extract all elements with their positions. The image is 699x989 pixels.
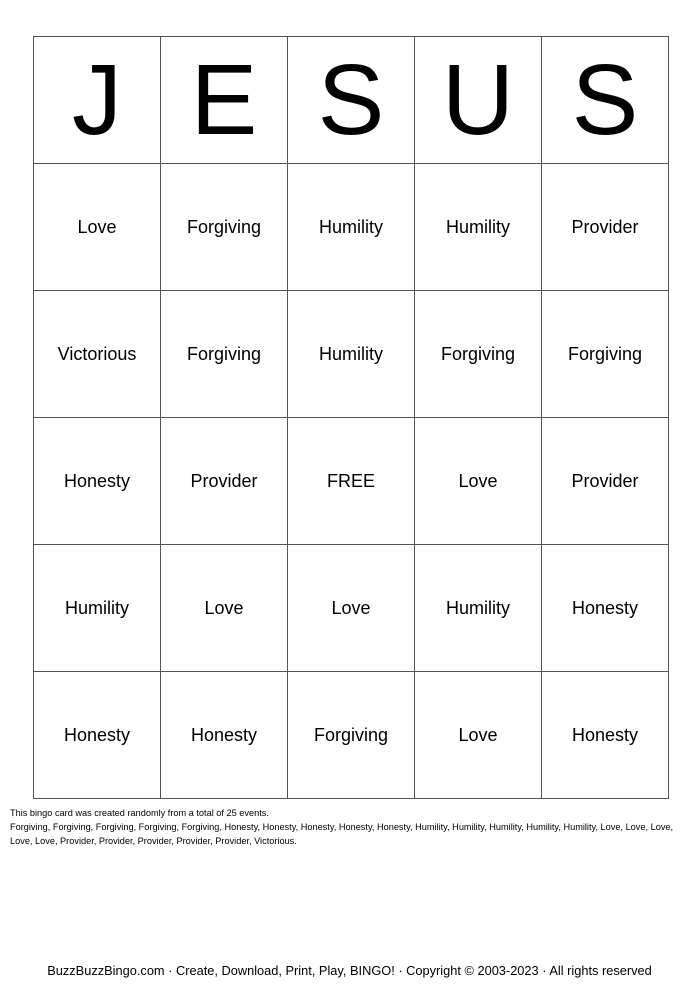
bingo-cell: Provider: [161, 418, 288, 545]
bingo-header-row: [34, 37, 669, 164]
free-space-cell: FREE: [288, 418, 415, 545]
header-letter-j: J: [34, 37, 161, 164]
bingo-row-1: [34, 164, 669, 291]
bingo-row-2: [34, 291, 669, 418]
bingo-row-5: [34, 672, 669, 799]
bingo-cell: Humility: [415, 545, 542, 672]
bingo-cell: Honesty: [34, 418, 161, 545]
bingo-cell: Victorious: [34, 291, 161, 418]
bingo-cell: Forgiving: [415, 291, 542, 418]
bingo-cell: Love: [34, 164, 161, 291]
header-letter-e: E: [161, 37, 288, 164]
bingo-cell: Honesty: [34, 672, 161, 799]
bingo-cell: Forgiving: [288, 672, 415, 799]
bingo-cell: Love: [415, 672, 542, 799]
bingo-cell: Love: [415, 418, 542, 545]
page-footer: BuzzBuzzBingo.com · Create, Download, Print, Play, BINGO! · Copyright © 2003-2023 · All rights reserved: [47, 963, 652, 978]
bingo-cell: Humility: [415, 164, 542, 291]
header-letter-s: S: [288, 37, 415, 164]
card-generation-note: [10, 806, 690, 848]
bingo-row-3: [34, 418, 669, 545]
note-event-list: Forgiving, Forgiving, Forgiving, Forgiving, Forgiving, Honesty, Honesty, Honesty, Honesty, Honesty, Humility, Humility, Humility, Humility, Humility, Love, Love, Love, Love, Love, Provider, Provider, Provider, Provider, Provider, Victorious.: [10, 822, 674, 846]
bingo-cell: Forgiving: [542, 291, 669, 418]
bingo-cell: Love: [288, 545, 415, 672]
bingo-cell: Forgiving: [161, 164, 288, 291]
bingo-cell: Humility: [34, 545, 161, 672]
bingo-row-4: [34, 545, 669, 672]
bingo-cell: Provider: [542, 418, 669, 545]
bingo-cell: Honesty: [161, 672, 288, 799]
header-letter-u: U: [415, 37, 542, 164]
header-letter-s-2: S: [542, 37, 669, 164]
bingo-cell: Provider: [542, 164, 669, 291]
bingo-cell: Humility: [288, 291, 415, 418]
bingo-cell: Love: [161, 545, 288, 672]
note-summary: This bingo card was created randomly from a total of 25 events.: [10, 808, 269, 818]
bingo-cell: Humility: [288, 164, 415, 291]
bingo-cell: Forgiving: [161, 291, 288, 418]
bingo-cell: Honesty: [542, 672, 669, 799]
bingo-card: [33, 36, 669, 799]
bingo-cell: Honesty: [542, 545, 669, 672]
